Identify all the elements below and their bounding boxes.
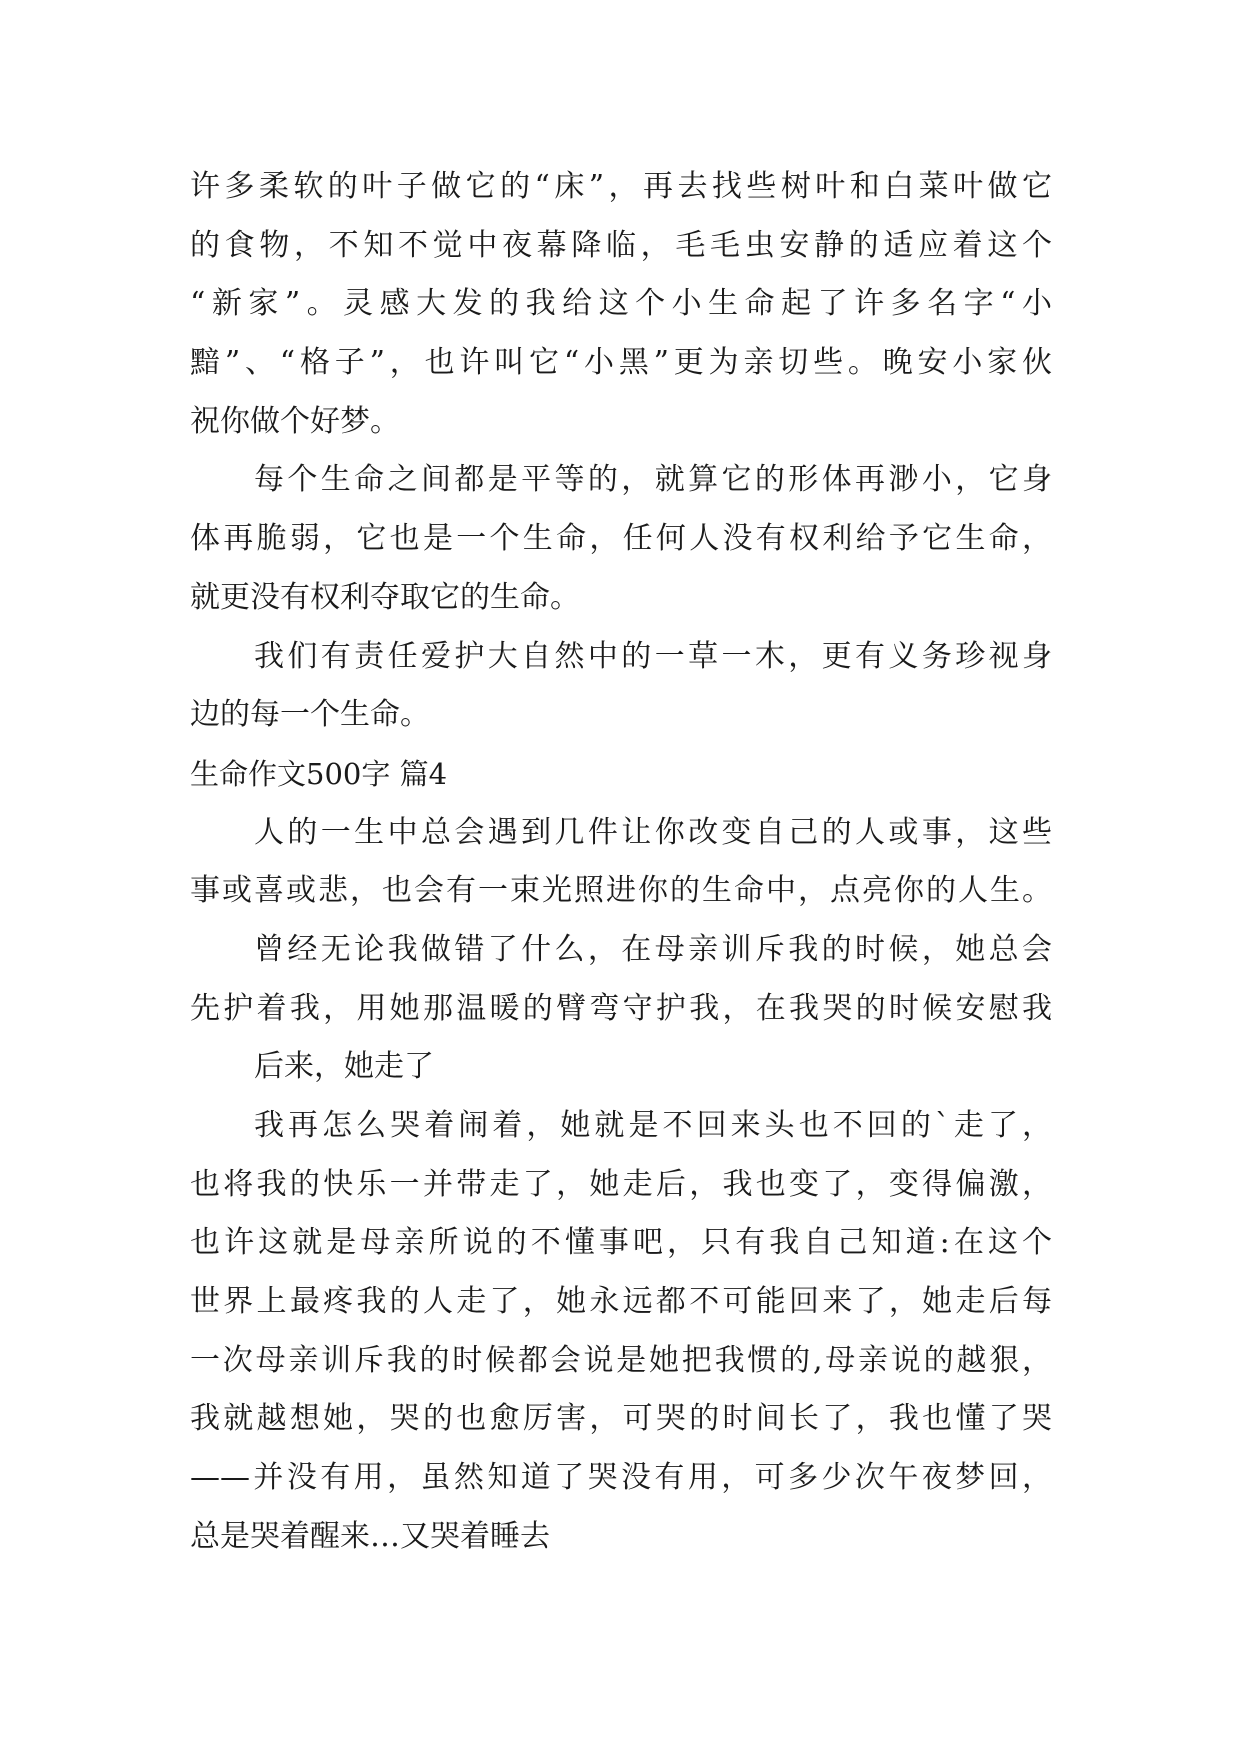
text-line: 总是哭着醒来…又哭着睡去 xyxy=(190,1518,550,1554)
text-line: 一次母亲训斥我的时候都会说是她把我惯的,母亲说的越狠， xyxy=(190,1342,1052,1378)
text-line: 祝你做个好梦。 xyxy=(190,403,400,439)
text-line: 黯”、“格子”，也许叫它“小黑”更为亲切些。晚安小家伙 xyxy=(190,345,1052,381)
text-line: 许多柔软的叶子做它的“床”，再去找些树叶和白菜叶做它 xyxy=(190,169,1052,204)
text-line: 也将我的快乐一并带走了，她走后，我也变了，变得偏激， xyxy=(190,1166,1052,1202)
text-line: 每个生命之间都是平等的，就算它的形体再渺小，它身 xyxy=(254,462,1052,498)
text-line: 体再脆弱，它也是一个生命，任何人没有权利给予它生命， xyxy=(190,521,1052,557)
text-line: 人的一生中总会遇到几件让你改变自己的人或事，这些 xyxy=(254,814,1052,850)
section-heading: 生命作文500字 篇4 xyxy=(190,756,448,791)
text-line: 的食物，不知不觉中夜幕降临，毛毛虫安静的适应着这个 xyxy=(190,227,1052,263)
text-line: 先护着我，用她那温暖的臂弯守护我，在我哭的时候安慰我 xyxy=(190,990,1052,1026)
document-body xyxy=(190,158,1052,1567)
text-line: 我们有责任爱护大自然中的一草一木，更有义务珍视身 xyxy=(254,638,1052,674)
text-line: 我再怎么哭着闹着，她就是不回来头也不回的`走了， xyxy=(254,1108,1052,1143)
text-line: 事或喜或悲，也会有一束光照进你的生命中，点亮你的人生。 xyxy=(190,873,1052,909)
text-line: ——并没有用，虽然知道了哭没有用，可多少次午夜梦回， xyxy=(190,1460,1052,1496)
text-line: 世界上最疼我的人走了，她永远都不可能回来了，她走后每 xyxy=(190,1284,1052,1320)
text-line: 边的每一个生命。 xyxy=(190,697,430,733)
text-line: “新家”。灵感大发的我给这个小生命起了许多名字“小 xyxy=(190,286,1052,322)
text-line: 就更没有权利夺取它的生命。 xyxy=(190,579,580,615)
text-line: 后来，她走了 xyxy=(254,1049,434,1085)
text-line: 也许这就是母亲所说的不懂事吧，只有我自己知道:在这个 xyxy=(190,1225,1052,1261)
text-line: 曾经无论我做错了什么，在母亲训斥我的时候，她总会 xyxy=(254,931,1052,967)
text-line: 我就越想她，哭的也愈厉害，可哭的时间长了，我也懂了哭 xyxy=(190,1401,1052,1437)
